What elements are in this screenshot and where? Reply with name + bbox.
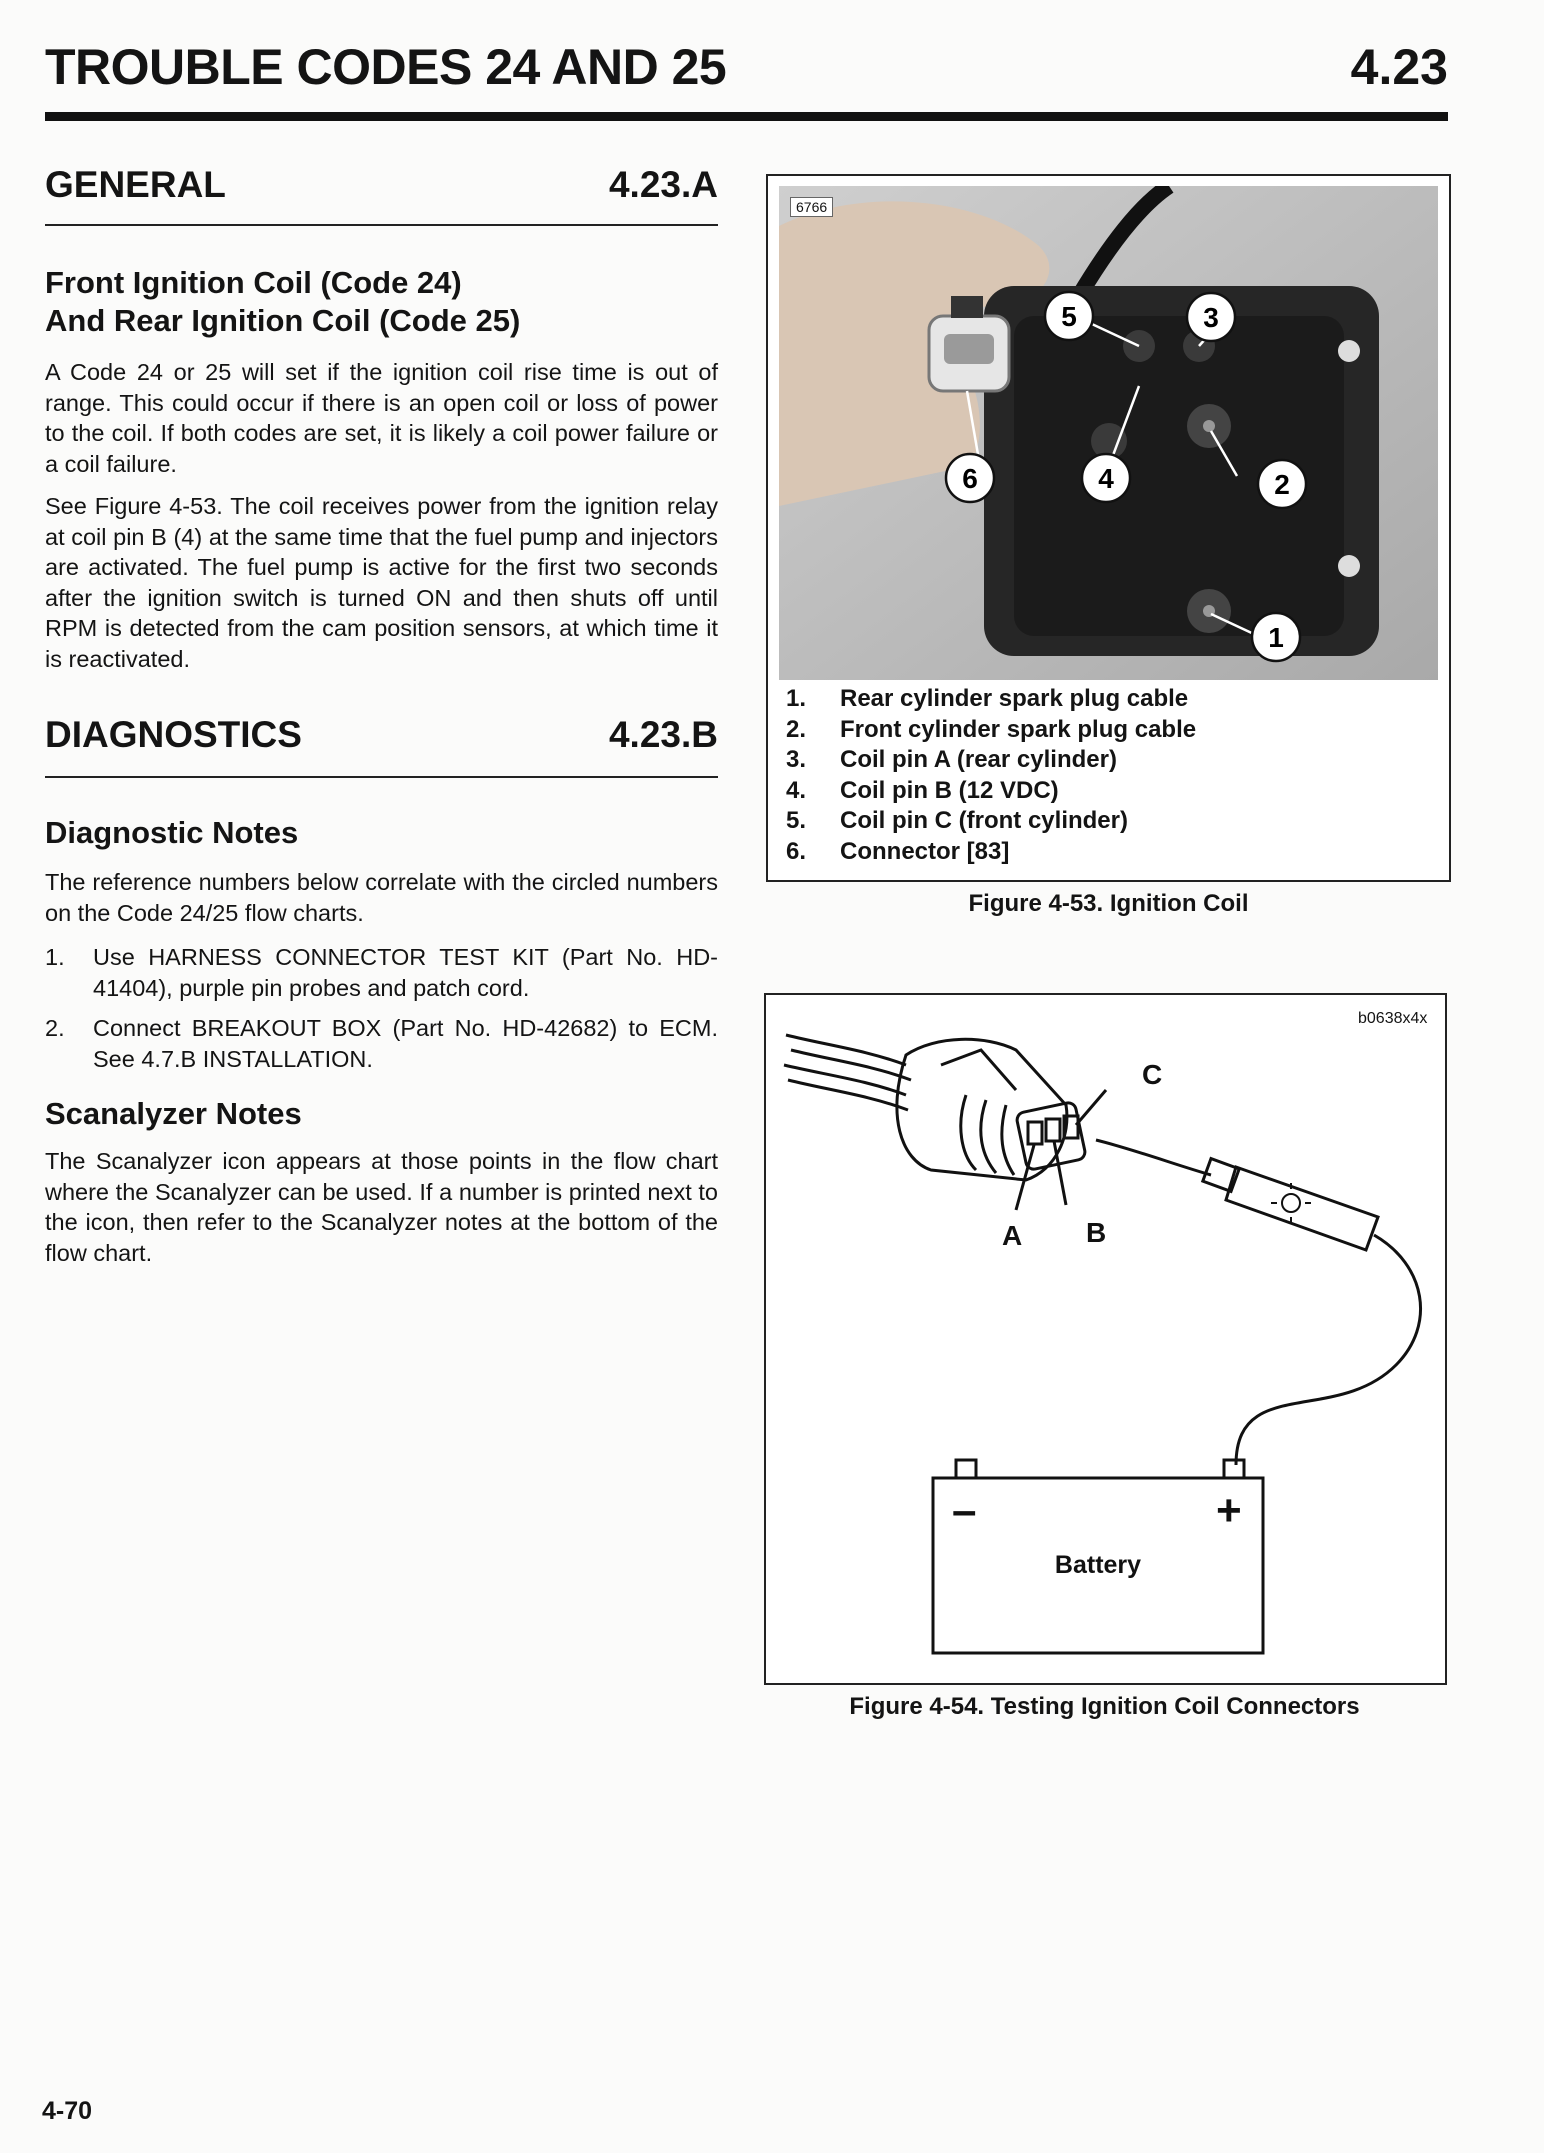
battery-minus: – — [952, 1486, 977, 1535]
figure-4-53-caption: Figure 4-53. Ignition Coil — [968, 890, 1249, 917]
drawing-id: b0638x4x — [1358, 1010, 1428, 1027]
svg-text:5: 5 — [1061, 301, 1077, 332]
subheading-line-1: Front Ignition Coil (Code 24) — [45, 265, 462, 300]
general-code: 4.23.A — [608, 164, 718, 205]
diagnostic-notes-intro: The reference numbers below correlate with the circled numbers on the Code 24/25 flow charts. — [45, 869, 718, 926]
legend-item: 2. Front cylinder spark plug cable — [786, 715, 1197, 743]
diagnostics-rule — [45, 776, 718, 778]
diagnostic-notes-heading: Diagnostic Notes — [45, 815, 299, 850]
svg-text:1: 1 — [1268, 622, 1284, 653]
general-heading — [45, 164, 718, 206]
connector-test-drawing — [766, 995, 1443, 1679]
legend-item: 1. Rear cylinder spark plug cable — [786, 685, 1189, 712]
svg-text:6: 6 — [962, 463, 978, 494]
list-item: 2. Connect BREAKOUT BOX (Part No. HD-42682) to ECM. See 4.7.B INSTALLATION. — [45, 1015, 718, 1072]
legend-item: 4. Coil pin B (12 VDC) — [786, 776, 1059, 804]
battery-label: Battery — [1054, 1551, 1142, 1579]
callout-4 — [1082, 454, 1130, 502]
ignition-coil-subheading — [45, 264, 725, 340]
general-heading-text: GENERAL — [45, 164, 226, 205]
figure-4-53-callouts — [779, 186, 1438, 680]
photo-id: 6766 — [790, 197, 833, 217]
callout-3 — [1187, 293, 1235, 341]
general-body — [45, 357, 718, 686]
page-number: 4-70 — [42, 2097, 93, 2125]
header-rule — [45, 112, 1448, 121]
legend-item: 5. Coil pin C (front cylinder) — [786, 807, 1128, 834]
diagnostics-code: 4.23.B — [608, 714, 718, 755]
diagnostic-notes-list — [45, 942, 718, 1084]
general-paragraph-1: A Code 24 or 25 will set if the ignition coil rise time is out of range. This could occur if there is an open coil or loss of power to the coil. If both codes are set, it is likely a coil power failure or a coil failure. — [45, 359, 718, 477]
figure-4-54-caption: Figure 4-54. Testing Ignition Coil Connectors — [849, 1693, 1360, 1720]
svg-text:2: 2 — [1274, 469, 1290, 500]
legend-item: 6. Connector [83] — [786, 837, 1010, 865]
general-paragraph-2: See Figure 4-53. The coil receives power from the ignition relay at coil pin B (4) at the same time that the fuel pump and injectors are activated. The fuel pump is active for the first two seconds after the ignition switch is turned ON and then shuts off until RPM is detected from the cam position sensors, at which time it is reactivated. — [45, 493, 718, 672]
page-title: TROUBLE CODES 24 AND 25 — [45, 39, 727, 95]
callout-2 — [1258, 460, 1306, 508]
diagnostics-heading — [45, 714, 718, 756]
scanalyzer-notes-heading: Scanalyzer Notes — [45, 1096, 302, 1131]
pin-a-label: A — [1002, 1220, 1023, 1251]
pin-b-label: B — [1086, 1217, 1107, 1248]
svg-text:3: 3 — [1203, 302, 1219, 333]
callout-6 — [946, 454, 994, 502]
scanalyzer-notes-text: The Scanalyzer icon appears at those points in the flow chart where the Scanalyzer can be used. If a number is printed next to the icon, then refer to the Scanalyzer notes at the bottom of the flow chart. — [45, 1148, 718, 1266]
battery-plus: + — [1216, 1486, 1242, 1535]
list-item: 1. Use HARNESS CONNECTOR TEST KIT (Part No. HD-41404), purple pin probes and patch cord. — [45, 944, 718, 1001]
diagnostics-heading-text: DIAGNOSTICS — [45, 714, 302, 755]
callout-1 — [1252, 613, 1300, 661]
figure-4-53-legend — [786, 684, 1426, 867]
svg-text:4: 4 — [1098, 463, 1114, 494]
subheading-line-2: And Rear Ignition Coil (Code 25) — [45, 303, 521, 338]
section-number: 4.23 — [1350, 39, 1448, 95]
callout-5 — [1045, 292, 1093, 340]
general-rule — [45, 224, 718, 226]
legend-item: 3. Coil pin A (rear cylinder) — [786, 746, 1117, 773]
pin-c-label: C — [1142, 1059, 1163, 1090]
